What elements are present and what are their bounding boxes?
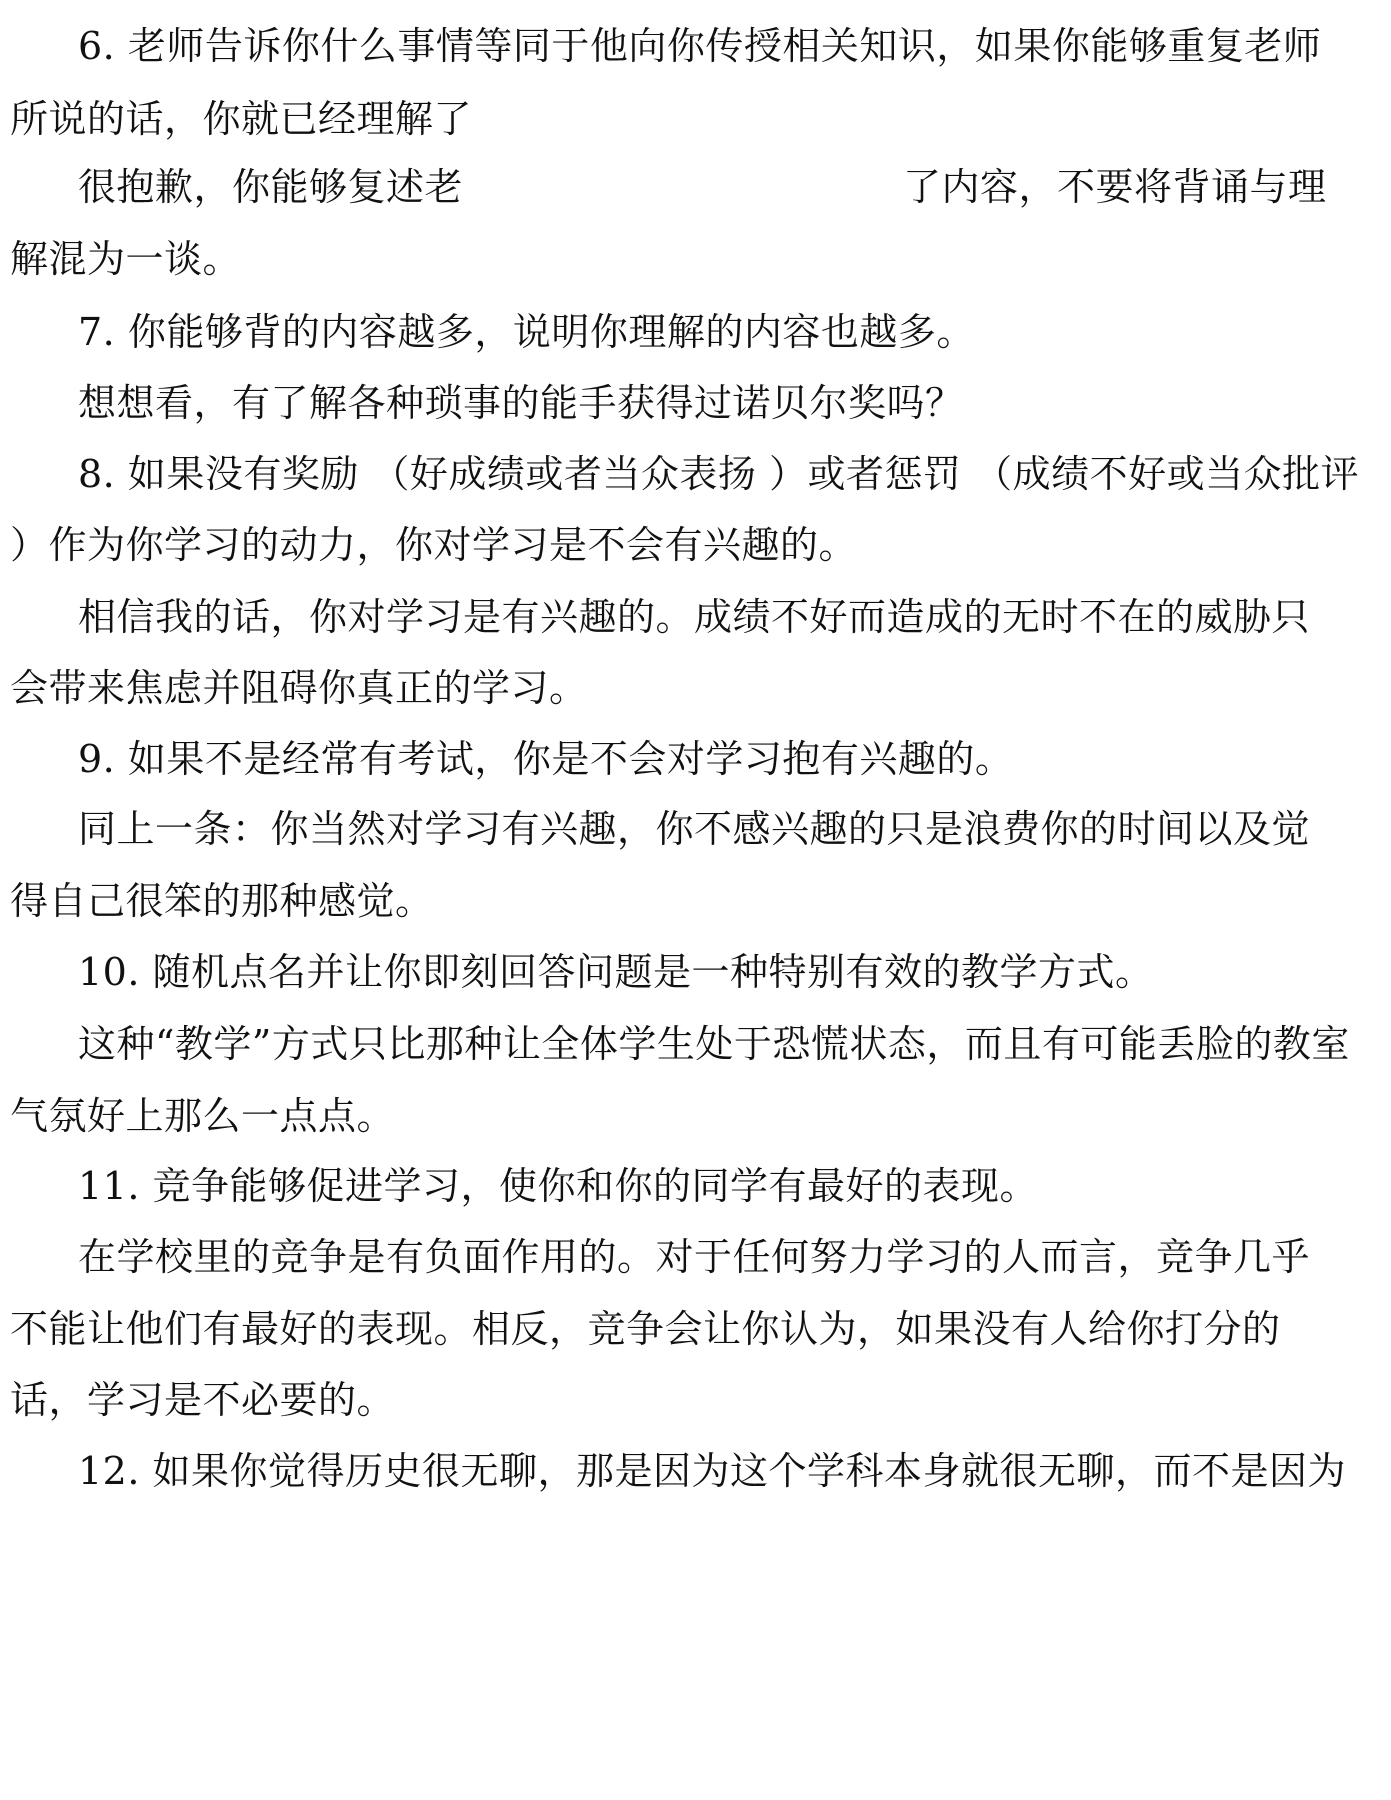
text-line-item-6: 6. 老师告诉你什么事情等同于他向你传授相关知识，如果你能够重复老师 bbox=[78, 24, 1322, 68]
text-line-item-9: 9. 如果不是经常有考试，你是不会对学习抱有兴趣的。 bbox=[78, 737, 1014, 781]
text-line-answer-7: 想想看，有了解各种琐事的能手获得过诺贝尔奖吗？ bbox=[78, 381, 964, 425]
text-line-item-8: 8. 如果没有奖励 （好成绩或者当众表扬 ）或者惩罚 （成绩不好或当众批评 bbox=[78, 452, 1360, 496]
text-line-answer-8-cont: 会带来焦虑并阻碍你真正的学习。 bbox=[10, 666, 588, 710]
text-line-answer-10-cont: 气氛好上那么一点点。 bbox=[10, 1094, 396, 1138]
text-line-answer-6-cont: 解混为一谈。 bbox=[10, 237, 242, 281]
text-line-answer-11-cont1: 不能让他们有最好的表现。相反，竞争会让你认为，如果没有人给你打分的 bbox=[10, 1307, 1281, 1351]
text-line-answer-6-part2: 了内容，不要将背诵与理 bbox=[903, 165, 1327, 209]
text-line-answer-10: 这种“教学”方式只比那种让全体学生处于恐慌状态，而且有可能丢脸的教室 bbox=[78, 1022, 1350, 1066]
text-line-item-8-cont: ）作为你学习的动力，你对学习是不会有兴趣的。 bbox=[10, 523, 858, 567]
text-line-item-11: 11. 竞争能够促进学习，使你和你的同学有最好的表现。 bbox=[78, 1164, 1039, 1208]
text-line-answer-9: 同上一条：你当然对学习有兴趣，你不感兴趣的只是浪费你的时间以及觉 bbox=[78, 807, 1311, 851]
text-line-item-7: 7. 你能够背的内容越多，说明你理解的内容也越多。 bbox=[78, 310, 975, 354]
text-line-answer-6-part1: 很抱歉，你能够复述老 bbox=[78, 165, 464, 209]
text-line-item-12: 12. 如果你觉得历史很无聊，那是因为这个学科本身就很无聊，而不是因为 bbox=[78, 1449, 1347, 1493]
text-line-answer-11-cont2: 话，学习是不必要的。 bbox=[10, 1378, 396, 1422]
text-line-answer-11: 在学校里的竞争是有负面作用的。对于任何努力学习的人而言，竞争几乎 bbox=[78, 1235, 1311, 1279]
text-line-answer-9-cont: 得自己很笨的那种感觉。 bbox=[10, 879, 434, 923]
text-line-answer-6 bbox=[78, 163, 1327, 211]
text-line-answer-8: 相信我的话，你对学习是有兴趣的。成绩不好而造成的无时不在的威胁只 bbox=[78, 595, 1311, 639]
text-line-item-10: 10. 随机点名并让你即刻回答问题是一种特别有效的教学方式。 bbox=[78, 950, 1154, 994]
text-line-item-6-cont: 所说的话，你就已经理解了 bbox=[10, 97, 473, 141]
